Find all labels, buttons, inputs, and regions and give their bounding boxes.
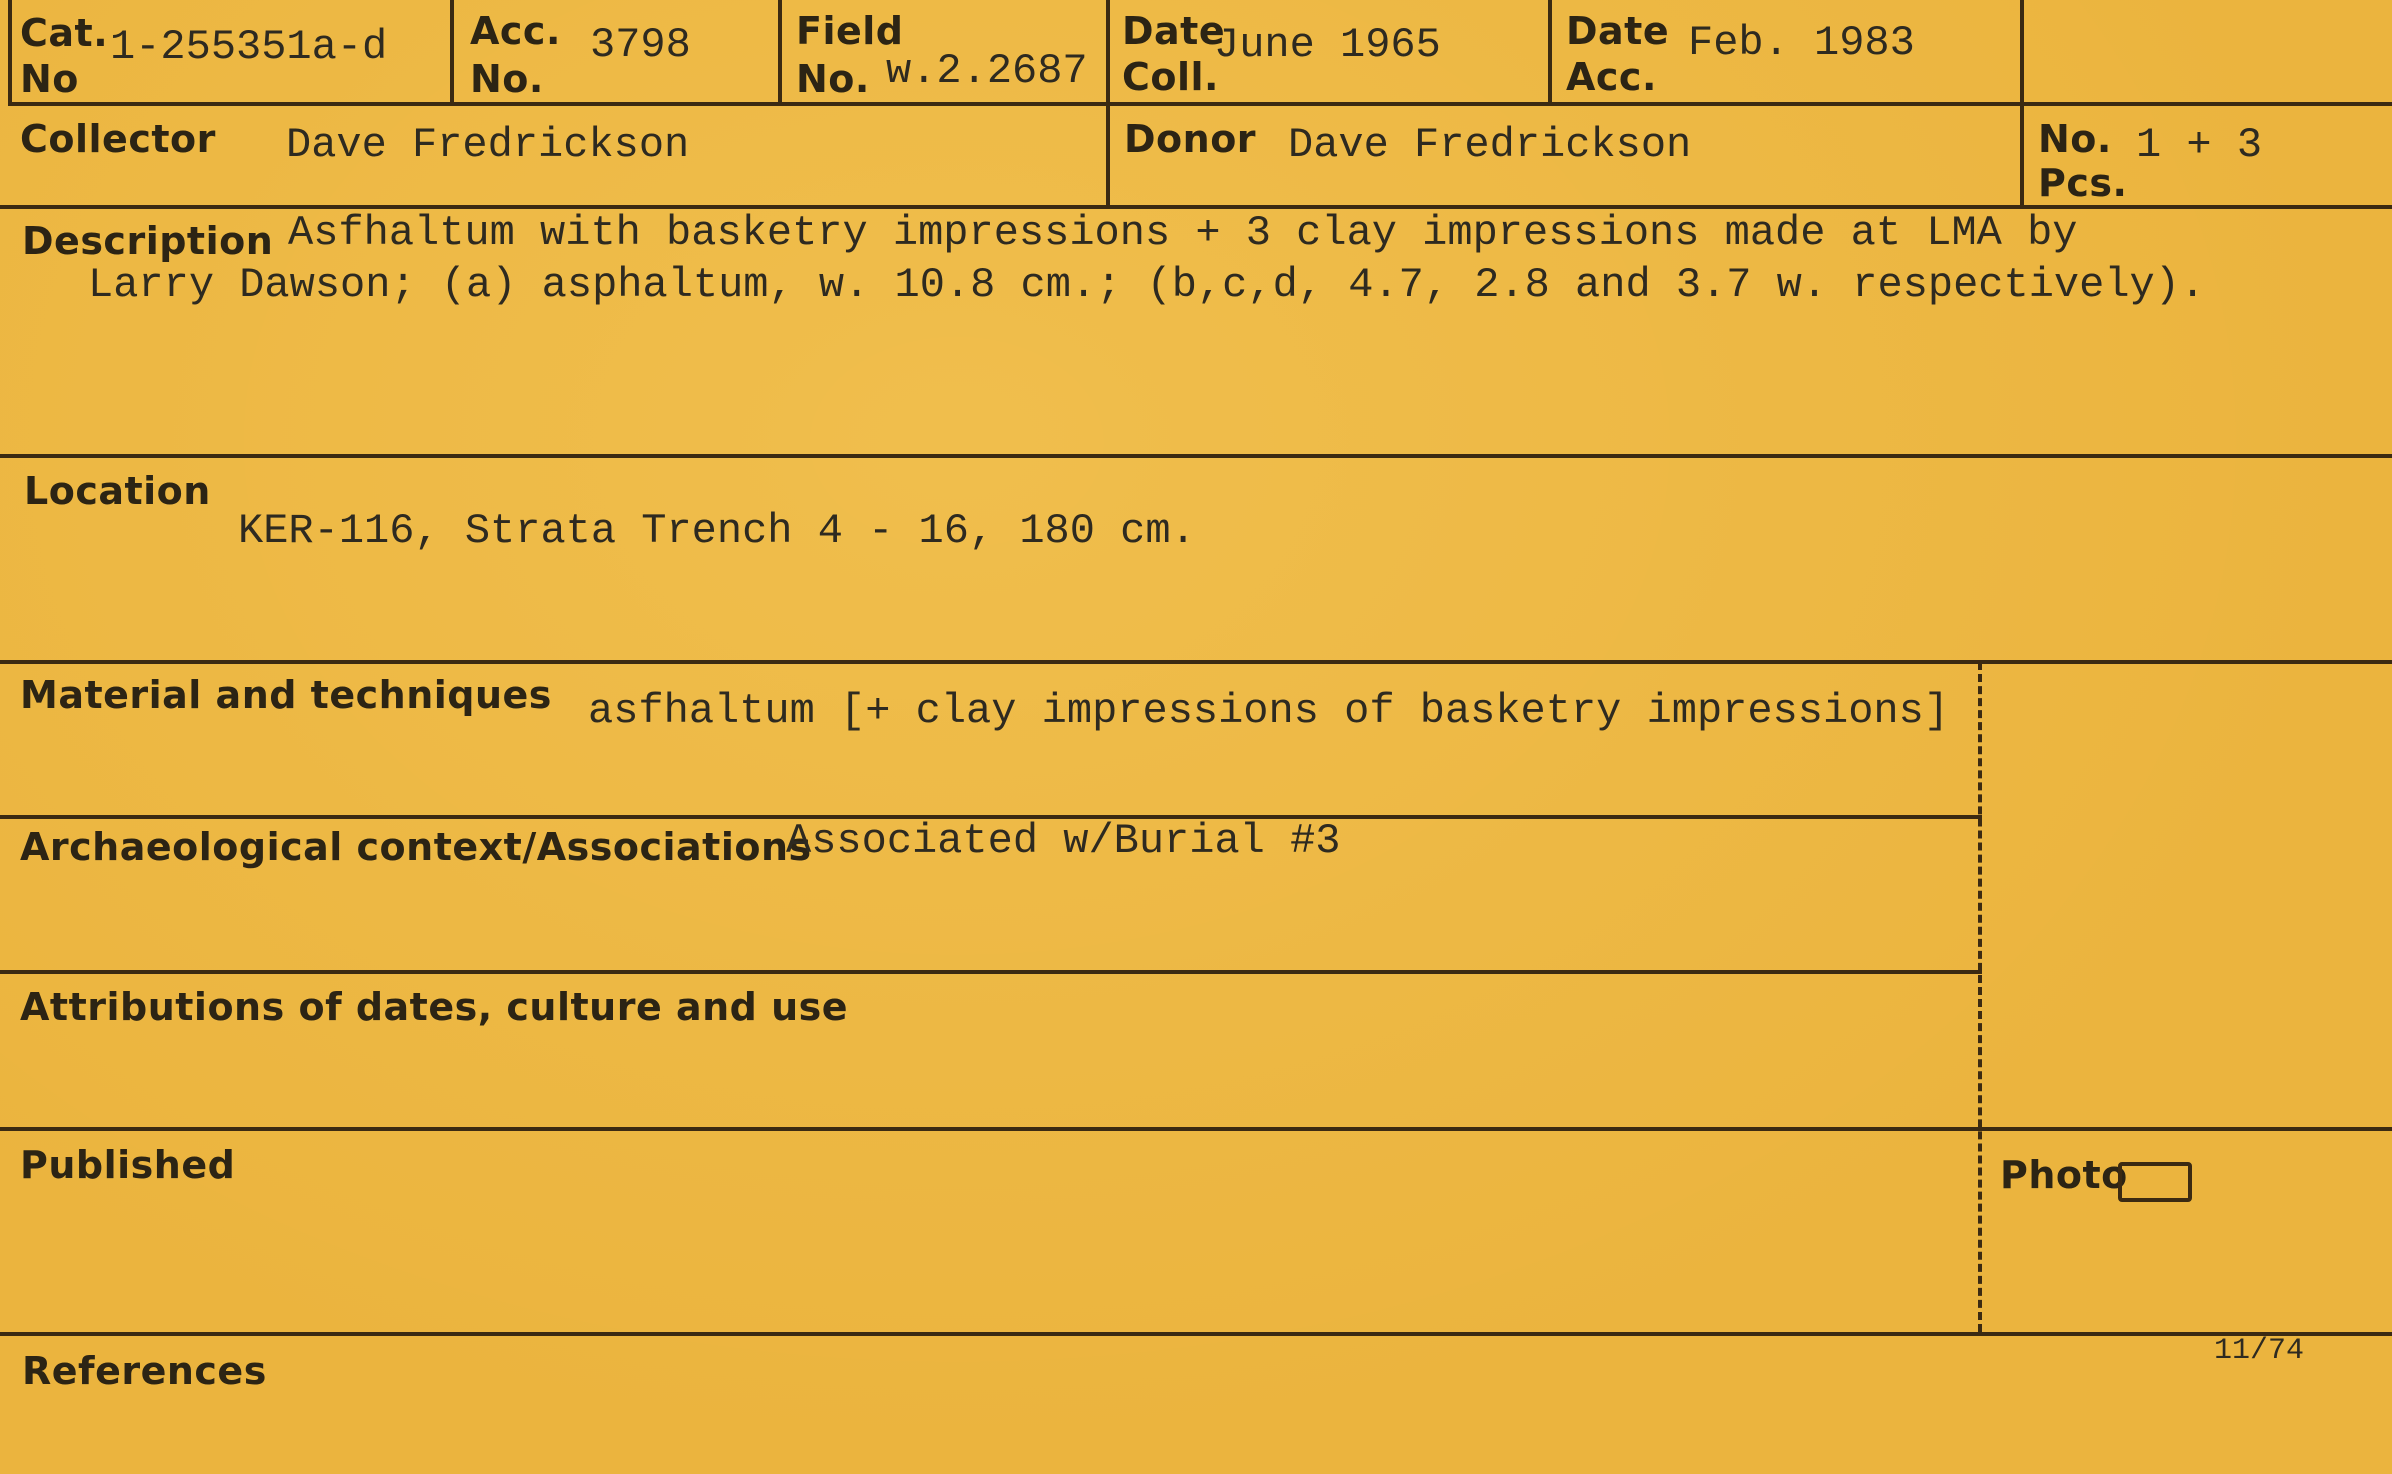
field-value: w.2.2687	[886, 47, 1088, 95]
rule-v-datecoll	[1106, 0, 1110, 209]
description-label: Description	[22, 219, 274, 263]
rule-location-bottom	[0, 660, 2392, 664]
photo-label: Photo	[2000, 1153, 2128, 1197]
date-coll-label-bottom: Coll.	[1122, 55, 1219, 99]
material-label: Material and techniques	[20, 673, 552, 717]
published-label: Published	[20, 1143, 236, 1187]
rule-header-bottom	[8, 102, 2392, 106]
description-line2: Larry Dawson; (a) asphaltum, w. 10.8 cm.; (b,c,d, 4.7, 2.8 and 3.7 w. respectively).	[88, 261, 2206, 309]
rule-v-dashed	[1978, 662, 1982, 1332]
references-label: References	[22, 1349, 267, 1393]
rule-published-bottom	[0, 1332, 2392, 1336]
rule-context-bottom	[0, 970, 1982, 974]
rule-attributions-bottom	[0, 1127, 2392, 1131]
material-value: asfhaltum [+ clay impressions of basketry impressions]	[588, 687, 1950, 735]
location-label: Location	[24, 469, 211, 513]
cat-label-bottom: No	[20, 57, 79, 101]
rule-v-dateacc	[1548, 0, 1552, 106]
attributions-label: Attributions of dates, culture and use	[20, 985, 849, 1029]
date-acc-value: Feb. 1983	[1688, 19, 1915, 67]
donor-value: Dave Fredrickson	[1288, 121, 1692, 169]
donor-label: Donor	[1124, 117, 1257, 161]
rule-v-end	[2020, 0, 2024, 209]
form-code: 11/74	[2214, 1334, 2305, 1368]
acc-label-top: Acc.	[470, 9, 561, 53]
date-coll-value: June 1965	[1214, 21, 1441, 69]
collector-label: Collector	[20, 117, 216, 161]
pcs-label-top: No.	[2038, 117, 2112, 161]
rule-v-acc	[450, 0, 454, 106]
pcs-value: 1 + 3	[2136, 121, 2263, 169]
date-acc-label-top: Date	[1566, 9, 1670, 53]
location-value: KER-116, Strata Trench 4 - 16, 180 cm.	[238, 507, 1196, 555]
rule-v-field	[778, 0, 782, 106]
cat-value: 1-255351a-d	[110, 23, 388, 71]
date-acc-label-bottom: Acc.	[1566, 55, 1657, 99]
collector-value: Dave Fredrickson	[286, 121, 690, 169]
field-label-bottom: No.	[796, 57, 870, 101]
cat-label-top: Cat.	[20, 11, 109, 55]
description-line1: Asfhaltum with basketry impressions + 3 clay impressions made at LMA by	[288, 209, 2078, 257]
field-label-top: Field	[796, 9, 904, 53]
rule-v-cat	[8, 0, 12, 106]
pcs-label-bottom: Pcs.	[2038, 161, 2128, 205]
acc-value: 3798	[590, 21, 691, 69]
photo-checkbox[interactable]	[2118, 1162, 2192, 1202]
context-label: Archaeological context/Associations	[20, 825, 812, 869]
context-value: Associated w/Burial #3	[786, 817, 1341, 865]
date-coll-label-top: Date	[1122, 9, 1226, 53]
rule-description-bottom	[0, 454, 2392, 458]
acc-label-bottom: No.	[470, 57, 544, 101]
